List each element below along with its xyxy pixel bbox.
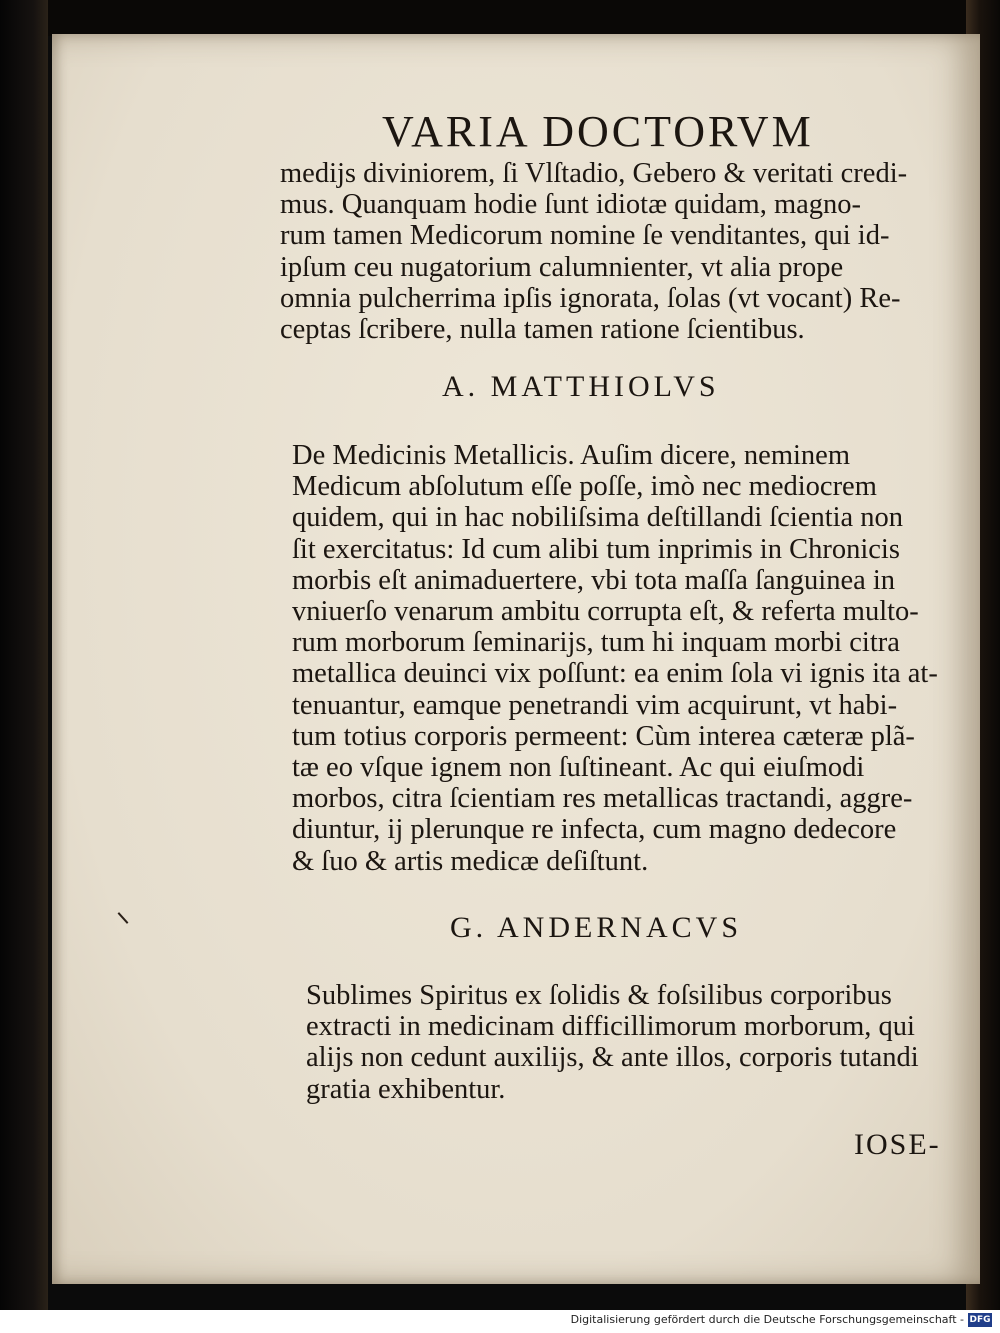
matthiolus-line: Medicum abſolutum eſſe poſſe, imò nec mediocrem — [292, 471, 877, 503]
andernacus-paragraph — [306, 980, 936, 1105]
section-heading-matthiolus: A. MATTHIOLVS — [442, 370, 720, 403]
scan-border-top — [0, 0, 1000, 36]
matthiolus-line: diuntur, ij plerunque re infecta, cum magno dedecore — [292, 814, 897, 846]
matthiolus-line: vniuerſo venarum ambitu corrupta eſt, & referta multo- — [292, 596, 919, 628]
matthiolus-line: rum morborum ſeminarijs, tum hi inquam morbi citra — [292, 627, 900, 659]
scan-border-left — [0, 0, 48, 1310]
dfg-logo: DFG — [969, 1315, 991, 1325]
matthiolus-line: tenuantur, eamque penetrandi vim acquirunt, vt habi- — [292, 689, 898, 721]
catchword: IOSE- — [854, 1128, 941, 1161]
section-heading-andernacus: G. ANDERNACVS — [450, 911, 743, 944]
intro-line: ceptas ſcribere, nulla tamen ratione ſcientibus. — [280, 314, 805, 346]
matthiolus-line: quidem, qui in hac nobiliſsima deſtillandi ſcientia non — [292, 502, 904, 534]
matthiolus-line: morbis eſt animaduertere, vbi tota maſſa ſanguinea in — [292, 564, 896, 596]
matthiolus-line: metallica deuinci vix poſſunt: ea enim ſola vi ignis ita at- — [292, 658, 938, 690]
footer-credit: Digitalisierung gefördert durch die Deutsche Forschungsgemeinschaft - — [570, 1313, 964, 1326]
andernacus-line: Sublimes Spiritus ex ſolidis & foſsilibus corporibus — [306, 980, 892, 1011]
intro-line: medijs diviniorem, ſi Vlſtadio, Gebero & veritati credi- — [280, 158, 908, 189]
matthiolus-line: tum totius corporis permeent: Cùm interea cæteræ plã- — [292, 720, 915, 752]
intro-line: mus. Quanquam hodie ſunt idiotæ quidam, magno- — [280, 189, 862, 221]
intro-paragraph — [280, 158, 926, 345]
andernacus-line: alijs non cedunt auxilijs, & ante illos, corporis tutandi — [306, 1042, 919, 1074]
book-page — [52, 34, 980, 1284]
running-head: VARIA DOCTORVM — [382, 107, 814, 156]
intro-line: omnia pulcherrima ipſis ignorata, ſolas (vt vocant) Re- — [280, 282, 901, 314]
matthiolus-line: De Medicinis Metallicis. Auſim dicere, neminem — [292, 440, 850, 471]
intro-line: rum tamen Medicorum nomine ſe venditantes, qui id- — [280, 220, 890, 252]
matthiolus-line: ſit exercitatus: Id cum alibi tum inprimis in Chronicis — [292, 533, 900, 565]
page-content — [52, 34, 980, 1284]
matthiolus-line: morbos, citra ſcientiam res metallicas tractandi, aggre- — [292, 783, 913, 815]
margin-mark — [118, 912, 129, 924]
matthiolus-line: tæ eo vſque ignem non ſuſtineant. Ac qui eiuſmodi — [292, 752, 865, 784]
matthiolus-line: & ſuo & artis medicæ deſiſtunt. — [292, 845, 649, 877]
andernacus-line: extracti in medicinam difficillimorum morborum, qui — [306, 1011, 915, 1043]
matthiolus-paragraph — [292, 440, 938, 877]
intro-line: ipſum ceu nugatorium calumnienter, vt alia prope — [280, 251, 844, 283]
andernacus-line: gratia exhibentur. — [306, 1073, 506, 1105]
